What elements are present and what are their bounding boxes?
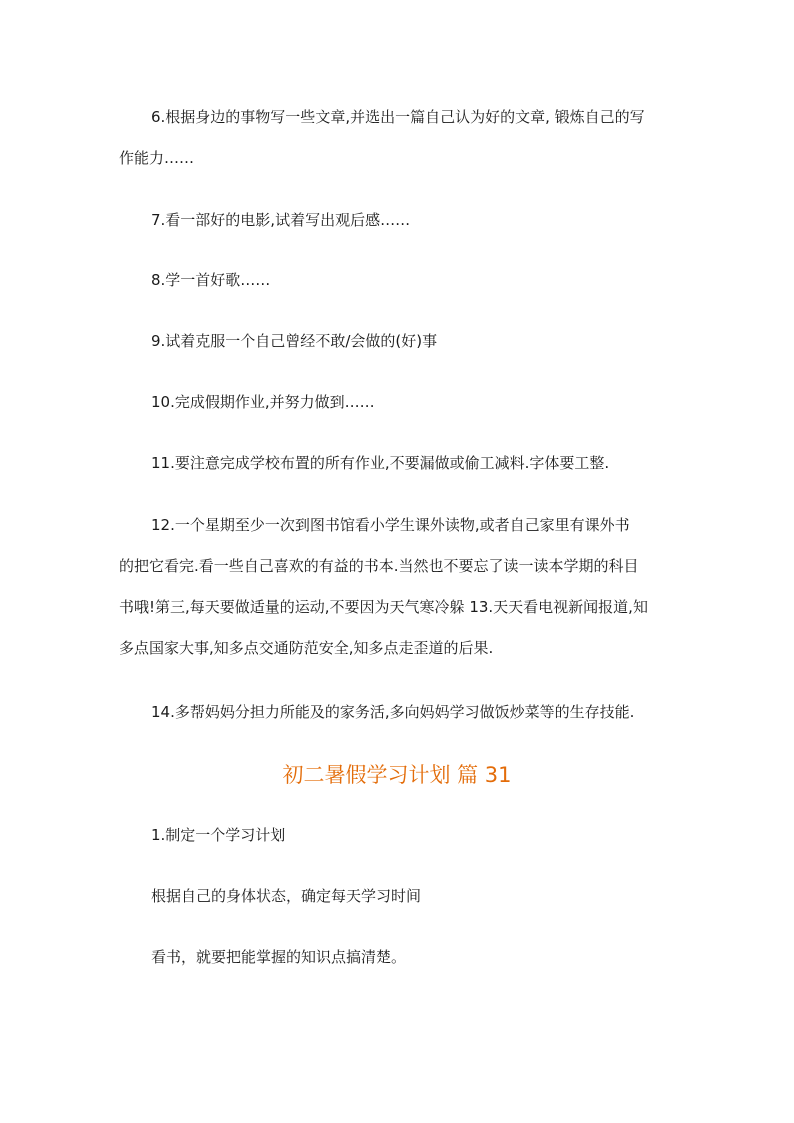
plan-item-2 (119, 876, 679, 917)
paragraph-item-12 (119, 505, 679, 669)
paragraph-line: 看书，就要把能掌握的知识点搞清楚。 (151, 948, 407, 966)
paragraph-item-10 (119, 382, 679, 423)
paragraph-line: 的把它看完.看一些自己喜欢的有益的书本.当然也不要忘了读一读本学期的科目 (119, 557, 639, 575)
paragraph-item-7 (119, 200, 679, 241)
paragraph-item-6 (119, 97, 679, 179)
paragraph-line: 11.要注意完成学校布置的所有作业,不要漏做或偷工减料.字体要工整. (151, 454, 610, 472)
paragraph-line: 12.一个星期至少一次到图书馆看小学生课外读物,或者自己家里有课外书 (151, 516, 630, 534)
paragraph-line: 作能力…… (119, 149, 195, 167)
paragraph-item-9 (119, 321, 679, 362)
paragraph-line: 7.看一部好的电影,试着写出观后感…… (151, 211, 411, 229)
plan-item-1 (119, 815, 679, 856)
paragraph-line: 多点国家大事,知多点交通防范安全,知多点走歪道的后果. (119, 639, 494, 657)
section-heading: 初二暑假学习计划 篇 31 (282, 763, 512, 787)
paragraph-line: 6.根据身边的事物写一些文章,并选出一篇自己认为好的文章, 锻炼自己的写 (151, 108, 645, 126)
paragraph-item-11 (119, 443, 679, 484)
paragraph-item-14 (119, 692, 679, 733)
paragraph-line: 9.试着克服一个自己曾经不敢/会做的(好)事 (151, 332, 438, 350)
paragraph-line: 10.完成假期作业,并努力做到…… (151, 393, 375, 411)
paragraph-line: 根据自己的身体状态，确定每天学习时间 (151, 887, 422, 905)
paragraph-line: 1.制定一个学习计划 (151, 826, 286, 844)
paragraph-line: 8.学一首好歌…… (151, 271, 271, 289)
paragraph-line: 书哦!第三,每天要做适量的运动,不要因为天气寒冷躲 13.天天看电视新闻报道,知 (119, 598, 648, 616)
plan-item-3 (119, 937, 679, 978)
paragraph-line: 14.多帮妈妈分担力所能及的家务活,多向妈妈学习做饭炒菜等的生存技能. (151, 703, 635, 721)
paragraph-item-8 (119, 260, 679, 301)
